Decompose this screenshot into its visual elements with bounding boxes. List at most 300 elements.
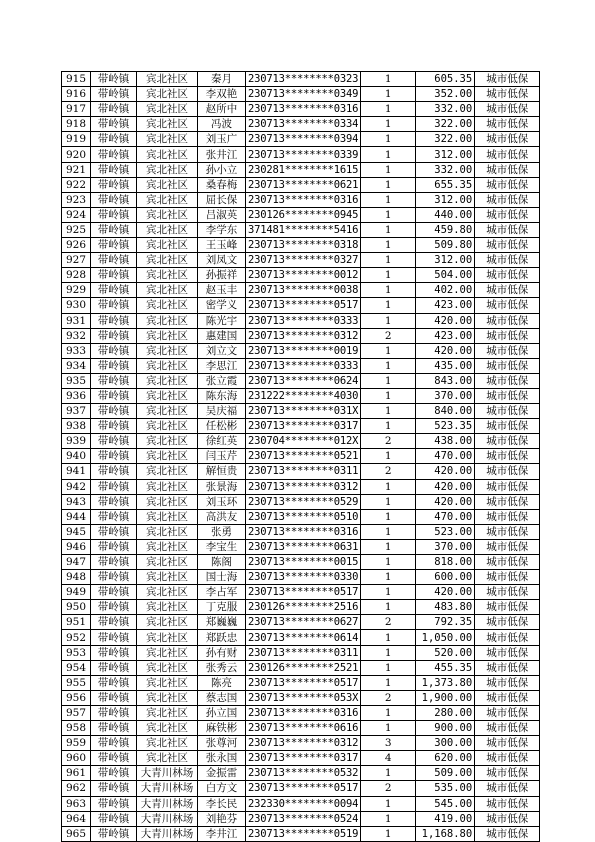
town-cell: 带岭镇 bbox=[91, 826, 137, 841]
aid-type-cell: 城市低保 bbox=[475, 222, 540, 237]
id-number-cell: 230713********0627 bbox=[246, 615, 361, 630]
name-cell: 李学东 bbox=[198, 222, 246, 237]
community-cell: 宾北社区 bbox=[137, 419, 198, 434]
household-count-cell: 1 bbox=[361, 826, 416, 841]
amount-cell: 322.00 bbox=[416, 132, 475, 147]
id-number-cell: 230713********0317 bbox=[246, 419, 361, 434]
row-number: 921 bbox=[62, 162, 91, 177]
name-cell: 屈长保 bbox=[198, 192, 246, 207]
row-number: 943 bbox=[62, 494, 91, 509]
household-count-cell: 1 bbox=[361, 253, 416, 268]
id-number-cell: 231222********4030 bbox=[246, 388, 361, 403]
household-count-cell: 1 bbox=[361, 238, 416, 253]
community-cell: 宾北社区 bbox=[137, 615, 198, 630]
town-cell: 带岭镇 bbox=[91, 147, 137, 162]
id-number-cell: 230713********0312 bbox=[246, 736, 361, 751]
aid-type-cell: 城市低保 bbox=[475, 645, 540, 660]
household-count-cell: 1 bbox=[361, 117, 416, 132]
amount-cell: 332.00 bbox=[416, 102, 475, 117]
household-count-cell: 1 bbox=[361, 207, 416, 222]
id-number-cell: 230713********0517 bbox=[246, 675, 361, 690]
table-body bbox=[62, 72, 540, 842]
row-number: 933 bbox=[62, 343, 91, 358]
household-count-cell: 1 bbox=[361, 645, 416, 660]
household-count-cell: 1 bbox=[361, 705, 416, 720]
id-number-cell: 230713********0349 bbox=[246, 87, 361, 102]
table-row bbox=[62, 494, 540, 509]
community-cell: 宾北社区 bbox=[137, 373, 198, 388]
amount-cell: 840.00 bbox=[416, 404, 475, 419]
town-cell: 带岭镇 bbox=[91, 690, 137, 705]
aid-type-cell: 城市低保 bbox=[475, 373, 540, 388]
amount-cell: 370.00 bbox=[416, 539, 475, 554]
name-cell: 闫玉芹 bbox=[198, 449, 246, 464]
town-cell: 带岭镇 bbox=[91, 72, 137, 87]
household-count-cell: 2 bbox=[361, 690, 416, 705]
household-count-cell: 1 bbox=[361, 796, 416, 811]
household-count-cell: 1 bbox=[361, 298, 416, 313]
table-row bbox=[62, 434, 540, 449]
amount-cell: 312.00 bbox=[416, 253, 475, 268]
id-number-cell: 230713********0312 bbox=[246, 328, 361, 343]
household-count-cell: 2 bbox=[361, 615, 416, 630]
aid-type-cell: 城市低保 bbox=[475, 570, 540, 585]
id-number-cell: 230713********0517 bbox=[246, 781, 361, 796]
community-cell: 宾北社区 bbox=[137, 162, 198, 177]
row-number: 957 bbox=[62, 705, 91, 720]
row-number: 960 bbox=[62, 751, 91, 766]
name-cell: 吕淑英 bbox=[198, 207, 246, 222]
aid-type-cell: 城市低保 bbox=[475, 343, 540, 358]
row-number: 938 bbox=[62, 419, 91, 434]
id-number-cell: 230713********0524 bbox=[246, 811, 361, 826]
id-number-cell: 230713********053X bbox=[246, 690, 361, 705]
id-number-cell: 230713********0631 bbox=[246, 539, 361, 554]
amount-cell: 440.00 bbox=[416, 207, 475, 222]
id-number-cell: 230713********0521 bbox=[246, 449, 361, 464]
amount-cell: 438.00 bbox=[416, 434, 475, 449]
aid-type-cell: 城市低保 bbox=[475, 811, 540, 826]
household-count-cell: 1 bbox=[361, 72, 416, 87]
town-cell: 带岭镇 bbox=[91, 404, 137, 419]
id-number-cell: 230704********012X bbox=[246, 434, 361, 449]
table-row bbox=[62, 102, 540, 117]
amount-cell: 420.00 bbox=[416, 479, 475, 494]
household-count-cell: 1 bbox=[361, 162, 416, 177]
amount-cell: 535.00 bbox=[416, 781, 475, 796]
household-count-cell: 1 bbox=[361, 630, 416, 645]
name-cell: 赵所中 bbox=[198, 102, 246, 117]
id-number-cell: 230126********2521 bbox=[246, 660, 361, 675]
table-row bbox=[62, 117, 540, 132]
amount-cell: 459.80 bbox=[416, 222, 475, 237]
table-row bbox=[62, 283, 540, 298]
row-number: 951 bbox=[62, 615, 91, 630]
aid-type-cell: 城市低保 bbox=[475, 826, 540, 841]
aid-type-cell: 城市低保 bbox=[475, 539, 540, 554]
id-number-cell: 230713********0012 bbox=[246, 268, 361, 283]
household-count-cell: 1 bbox=[361, 811, 416, 826]
aid-type-cell: 城市低保 bbox=[475, 690, 540, 705]
town-cell: 带岭镇 bbox=[91, 539, 137, 554]
id-number-cell: 230713********0316 bbox=[246, 102, 361, 117]
community-cell: 宾北社区 bbox=[137, 253, 198, 268]
row-number: 940 bbox=[62, 449, 91, 464]
name-cell: 蔡志国 bbox=[198, 690, 246, 705]
row-number: 928 bbox=[62, 268, 91, 283]
aid-type-cell: 城市低保 bbox=[475, 464, 540, 479]
table-row bbox=[62, 479, 540, 494]
aid-type-cell: 城市低保 bbox=[475, 630, 540, 645]
id-number-cell: 230126********0945 bbox=[246, 207, 361, 222]
town-cell: 带岭镇 bbox=[91, 117, 137, 132]
aid-type-cell: 城市低保 bbox=[475, 751, 540, 766]
name-cell: 密学义 bbox=[198, 298, 246, 313]
name-cell: 刘艳芬 bbox=[198, 811, 246, 826]
aid-type-cell: 城市低保 bbox=[475, 102, 540, 117]
community-cell: 宾北社区 bbox=[137, 298, 198, 313]
id-number-cell: 230713********0311 bbox=[246, 645, 361, 660]
community-cell: 宾北社区 bbox=[137, 343, 198, 358]
name-cell: 陈东海 bbox=[198, 388, 246, 403]
town-cell: 带岭镇 bbox=[91, 373, 137, 388]
row-number: 927 bbox=[62, 253, 91, 268]
name-cell: 吴庆福 bbox=[198, 404, 246, 419]
household-count-cell: 1 bbox=[361, 222, 416, 237]
id-number-cell: 230713********0394 bbox=[246, 132, 361, 147]
household-count-cell: 1 bbox=[361, 102, 416, 117]
id-number-cell: 230713********0323 bbox=[246, 72, 361, 87]
amount-cell: 332.00 bbox=[416, 162, 475, 177]
household-count-cell: 2 bbox=[361, 328, 416, 343]
community-cell: 宾北社区 bbox=[137, 132, 198, 147]
name-cell: 国士海 bbox=[198, 570, 246, 585]
aid-type-cell: 城市低保 bbox=[475, 162, 540, 177]
amount-cell: 470.00 bbox=[416, 509, 475, 524]
household-count-cell: 1 bbox=[361, 358, 416, 373]
name-cell: 桑春梅 bbox=[198, 177, 246, 192]
community-cell: 宾北社区 bbox=[137, 721, 198, 736]
aid-type-cell: 城市低保 bbox=[475, 404, 540, 419]
row-number: 956 bbox=[62, 690, 91, 705]
aid-type-cell: 城市低保 bbox=[475, 192, 540, 207]
id-number-cell: 230281********1615 bbox=[246, 162, 361, 177]
town-cell: 带岭镇 bbox=[91, 811, 137, 826]
amount-cell: 420.00 bbox=[416, 494, 475, 509]
table-row bbox=[62, 736, 540, 751]
amount-cell: 420.00 bbox=[416, 343, 475, 358]
town-cell: 带岭镇 bbox=[91, 781, 137, 796]
community-cell: 宾北社区 bbox=[137, 268, 198, 283]
town-cell: 带岭镇 bbox=[91, 434, 137, 449]
table-row bbox=[62, 615, 540, 630]
table-row bbox=[62, 600, 540, 615]
name-cell: 丁克服 bbox=[198, 600, 246, 615]
community-cell: 宾北社区 bbox=[137, 524, 198, 539]
table-row bbox=[62, 570, 540, 585]
household-count-cell: 1 bbox=[361, 570, 416, 585]
id-number-cell: 230713********0616 bbox=[246, 721, 361, 736]
amount-cell: 1,050.00 bbox=[416, 630, 475, 645]
community-cell: 宾北社区 bbox=[137, 630, 198, 645]
name-cell: 张秀云 bbox=[198, 660, 246, 675]
row-number: 915 bbox=[62, 72, 91, 87]
household-count-cell: 1 bbox=[361, 539, 416, 554]
table-row bbox=[62, 645, 540, 660]
table-row bbox=[62, 811, 540, 826]
town-cell: 带岭镇 bbox=[91, 253, 137, 268]
table-row bbox=[62, 388, 540, 403]
name-cell: 赵玉丰 bbox=[198, 283, 246, 298]
aid-type-cell: 城市低保 bbox=[475, 585, 540, 600]
id-number-cell: 230713********0334 bbox=[246, 117, 361, 132]
id-number-cell: 230713********0529 bbox=[246, 494, 361, 509]
amount-cell: 420.00 bbox=[416, 464, 475, 479]
name-cell: 麻铁彬 bbox=[198, 721, 246, 736]
name-cell: 高洪友 bbox=[198, 509, 246, 524]
amount-cell: 352.00 bbox=[416, 87, 475, 102]
id-number-cell: 230713********0316 bbox=[246, 192, 361, 207]
name-cell: 李占军 bbox=[198, 585, 246, 600]
amount-cell: 420.00 bbox=[416, 313, 475, 328]
aid-type-cell: 城市低保 bbox=[475, 117, 540, 132]
household-count-cell: 1 bbox=[361, 494, 416, 509]
town-cell: 带岭镇 bbox=[91, 449, 137, 464]
town-cell: 带岭镇 bbox=[91, 419, 137, 434]
town-cell: 带岭镇 bbox=[91, 705, 137, 720]
name-cell: 张立霞 bbox=[198, 373, 246, 388]
aid-type-cell: 城市低保 bbox=[475, 615, 540, 630]
id-number-cell: 230713********0019 bbox=[246, 343, 361, 358]
table-row bbox=[62, 162, 540, 177]
amount-cell: 312.00 bbox=[416, 192, 475, 207]
town-cell: 带岭镇 bbox=[91, 766, 137, 781]
household-count-cell: 1 bbox=[361, 192, 416, 207]
town-cell: 带岭镇 bbox=[91, 238, 137, 253]
household-count-cell: 1 bbox=[361, 147, 416, 162]
amount-cell: 312.00 bbox=[416, 147, 475, 162]
row-number: 924 bbox=[62, 207, 91, 222]
town-cell: 带岭镇 bbox=[91, 268, 137, 283]
amount-cell: 470.00 bbox=[416, 449, 475, 464]
community-cell: 宾北社区 bbox=[137, 645, 198, 660]
amount-cell: 509.80 bbox=[416, 238, 475, 253]
community-cell: 宾北社区 bbox=[137, 102, 198, 117]
id-number-cell: 230713********0330 bbox=[246, 570, 361, 585]
household-count-cell: 2 bbox=[361, 464, 416, 479]
table-row bbox=[62, 298, 540, 313]
name-cell: 张勇 bbox=[198, 524, 246, 539]
town-cell: 带岭镇 bbox=[91, 751, 137, 766]
table-row bbox=[62, 796, 540, 811]
id-number-cell: 230713********0318 bbox=[246, 238, 361, 253]
aid-type-cell: 城市低保 bbox=[475, 72, 540, 87]
town-cell: 带岭镇 bbox=[91, 675, 137, 690]
town-cell: 带岭镇 bbox=[91, 328, 137, 343]
amount-cell: 300.00 bbox=[416, 736, 475, 751]
aid-type-cell: 城市低保 bbox=[475, 660, 540, 675]
table-row bbox=[62, 781, 540, 796]
community-cell: 宾北社区 bbox=[137, 328, 198, 343]
row-number: 947 bbox=[62, 555, 91, 570]
name-cell: 白方文 bbox=[198, 781, 246, 796]
community-cell: 宾北社区 bbox=[137, 283, 198, 298]
household-count-cell: 1 bbox=[361, 404, 416, 419]
community-cell: 宾北社区 bbox=[137, 192, 198, 207]
community-cell: 宾北社区 bbox=[137, 585, 198, 600]
name-cell: 陈亮 bbox=[198, 675, 246, 690]
relief-table bbox=[61, 71, 540, 842]
aid-type-cell: 城市低保 bbox=[475, 388, 540, 403]
table-row bbox=[62, 343, 540, 358]
table-row bbox=[62, 585, 540, 600]
amount-cell: 1,373.80 bbox=[416, 675, 475, 690]
name-cell: 张永国 bbox=[198, 751, 246, 766]
household-count-cell: 2 bbox=[361, 781, 416, 796]
community-cell: 宾北社区 bbox=[137, 494, 198, 509]
community-cell: 大青川林场 bbox=[137, 766, 198, 781]
aid-type-cell: 城市低保 bbox=[475, 524, 540, 539]
table-row bbox=[62, 766, 540, 781]
name-cell: 孙立国 bbox=[198, 705, 246, 720]
household-count-cell: 2 bbox=[361, 434, 416, 449]
aid-type-cell: 城市低保 bbox=[475, 358, 540, 373]
name-cell: 张井江 bbox=[198, 147, 246, 162]
community-cell: 宾北社区 bbox=[137, 207, 198, 222]
aid-type-cell: 城市低保 bbox=[475, 419, 540, 434]
town-cell: 带岭镇 bbox=[91, 388, 137, 403]
community-cell: 宾北社区 bbox=[137, 600, 198, 615]
community-cell: 宾北社区 bbox=[137, 509, 198, 524]
id-number-cell: 230713********0038 bbox=[246, 283, 361, 298]
row-number: 953 bbox=[62, 645, 91, 660]
aid-type-cell: 城市低保 bbox=[475, 238, 540, 253]
town-cell: 带岭镇 bbox=[91, 570, 137, 585]
household-count-cell: 1 bbox=[361, 660, 416, 675]
table-row bbox=[62, 675, 540, 690]
amount-cell: 504.00 bbox=[416, 268, 475, 283]
community-cell: 宾北社区 bbox=[137, 690, 198, 705]
row-number: 939 bbox=[62, 434, 91, 449]
town-cell: 带岭镇 bbox=[91, 585, 137, 600]
aid-type-cell: 城市低保 bbox=[475, 328, 540, 343]
community-cell: 宾北社区 bbox=[137, 539, 198, 554]
id-number-cell: 230713********0015 bbox=[246, 555, 361, 570]
table-row bbox=[62, 72, 540, 87]
row-number: 955 bbox=[62, 675, 91, 690]
name-cell: 刘玉广 bbox=[198, 132, 246, 147]
household-count-cell: 1 bbox=[361, 479, 416, 494]
table-row bbox=[62, 253, 540, 268]
table-row bbox=[62, 826, 540, 841]
town-cell: 带岭镇 bbox=[91, 192, 137, 207]
town-cell: 带岭镇 bbox=[91, 283, 137, 298]
community-cell: 宾北社区 bbox=[137, 222, 198, 237]
row-number: 961 bbox=[62, 766, 91, 781]
name-cell: 郑巍巍 bbox=[198, 615, 246, 630]
household-count-cell: 1 bbox=[361, 343, 416, 358]
aid-type-cell: 城市低保 bbox=[475, 147, 540, 162]
name-cell: 刘凤文 bbox=[198, 253, 246, 268]
aid-type-cell: 城市低保 bbox=[475, 87, 540, 102]
row-number: 937 bbox=[62, 404, 91, 419]
aid-type-cell: 城市低保 bbox=[475, 494, 540, 509]
amount-cell: 545.00 bbox=[416, 796, 475, 811]
community-cell: 宾北社区 bbox=[137, 388, 198, 403]
name-cell: 张尊河 bbox=[198, 736, 246, 751]
community-cell: 宾北社区 bbox=[137, 555, 198, 570]
amount-cell: 280.00 bbox=[416, 705, 475, 720]
community-cell: 宾北社区 bbox=[137, 358, 198, 373]
community-cell: 大青川林场 bbox=[137, 796, 198, 811]
table-row bbox=[62, 358, 540, 373]
town-cell: 带岭镇 bbox=[91, 721, 137, 736]
name-cell: 李思江 bbox=[198, 358, 246, 373]
name-cell: 李双艳 bbox=[198, 87, 246, 102]
id-number-cell: 230126********2516 bbox=[246, 600, 361, 615]
town-cell: 带岭镇 bbox=[91, 207, 137, 222]
id-number-cell: 230713********0517 bbox=[246, 585, 361, 600]
row-number: 930 bbox=[62, 298, 91, 313]
amount-cell: 509.00 bbox=[416, 766, 475, 781]
household-count-cell: 1 bbox=[361, 373, 416, 388]
amount-cell: 423.00 bbox=[416, 298, 475, 313]
row-number: 941 bbox=[62, 464, 91, 479]
town-cell: 带岭镇 bbox=[91, 615, 137, 630]
table-row bbox=[62, 373, 540, 388]
amount-cell: 483.80 bbox=[416, 600, 475, 615]
amount-cell: 523.35 bbox=[416, 419, 475, 434]
household-count-cell: 4 bbox=[361, 751, 416, 766]
table-row bbox=[62, 207, 540, 222]
name-cell: 李长民 bbox=[198, 796, 246, 811]
community-cell: 宾北社区 bbox=[137, 675, 198, 690]
town-cell: 带岭镇 bbox=[91, 479, 137, 494]
id-number-cell: 232330********0094 bbox=[246, 796, 361, 811]
id-number-cell: 230713********0621 bbox=[246, 177, 361, 192]
id-number-cell: 230713********031X bbox=[246, 404, 361, 419]
amount-cell: 523.00 bbox=[416, 524, 475, 539]
aid-type-cell: 城市低保 bbox=[475, 509, 540, 524]
row-number: 926 bbox=[62, 238, 91, 253]
table-row bbox=[62, 268, 540, 283]
town-cell: 带岭镇 bbox=[91, 630, 137, 645]
amount-cell: 435.00 bbox=[416, 358, 475, 373]
id-number-cell: 230713********0510 bbox=[246, 509, 361, 524]
table-row bbox=[62, 177, 540, 192]
aid-type-cell: 城市低保 bbox=[475, 479, 540, 494]
name-cell: 任松彬 bbox=[198, 419, 246, 434]
name-cell: 徐红英 bbox=[198, 434, 246, 449]
row-number: 929 bbox=[62, 283, 91, 298]
id-number-cell: 230713********0333 bbox=[246, 313, 361, 328]
town-cell: 带岭镇 bbox=[91, 600, 137, 615]
town-cell: 带岭镇 bbox=[91, 645, 137, 660]
town-cell: 带岭镇 bbox=[91, 464, 137, 479]
community-cell: 宾北社区 bbox=[137, 72, 198, 87]
aid-type-cell: 城市低保 bbox=[475, 781, 540, 796]
community-cell: 宾北社区 bbox=[137, 404, 198, 419]
household-count-cell: 1 bbox=[361, 268, 416, 283]
id-number-cell: 230713********0316 bbox=[246, 524, 361, 539]
community-cell: 宾北社区 bbox=[137, 313, 198, 328]
row-number: 962 bbox=[62, 781, 91, 796]
household-count-cell: 1 bbox=[361, 675, 416, 690]
aid-type-cell: 城市低保 bbox=[475, 555, 540, 570]
community-cell: 宾北社区 bbox=[137, 434, 198, 449]
name-cell: 惠建国 bbox=[198, 328, 246, 343]
id-number-cell: 230713********0532 bbox=[246, 766, 361, 781]
